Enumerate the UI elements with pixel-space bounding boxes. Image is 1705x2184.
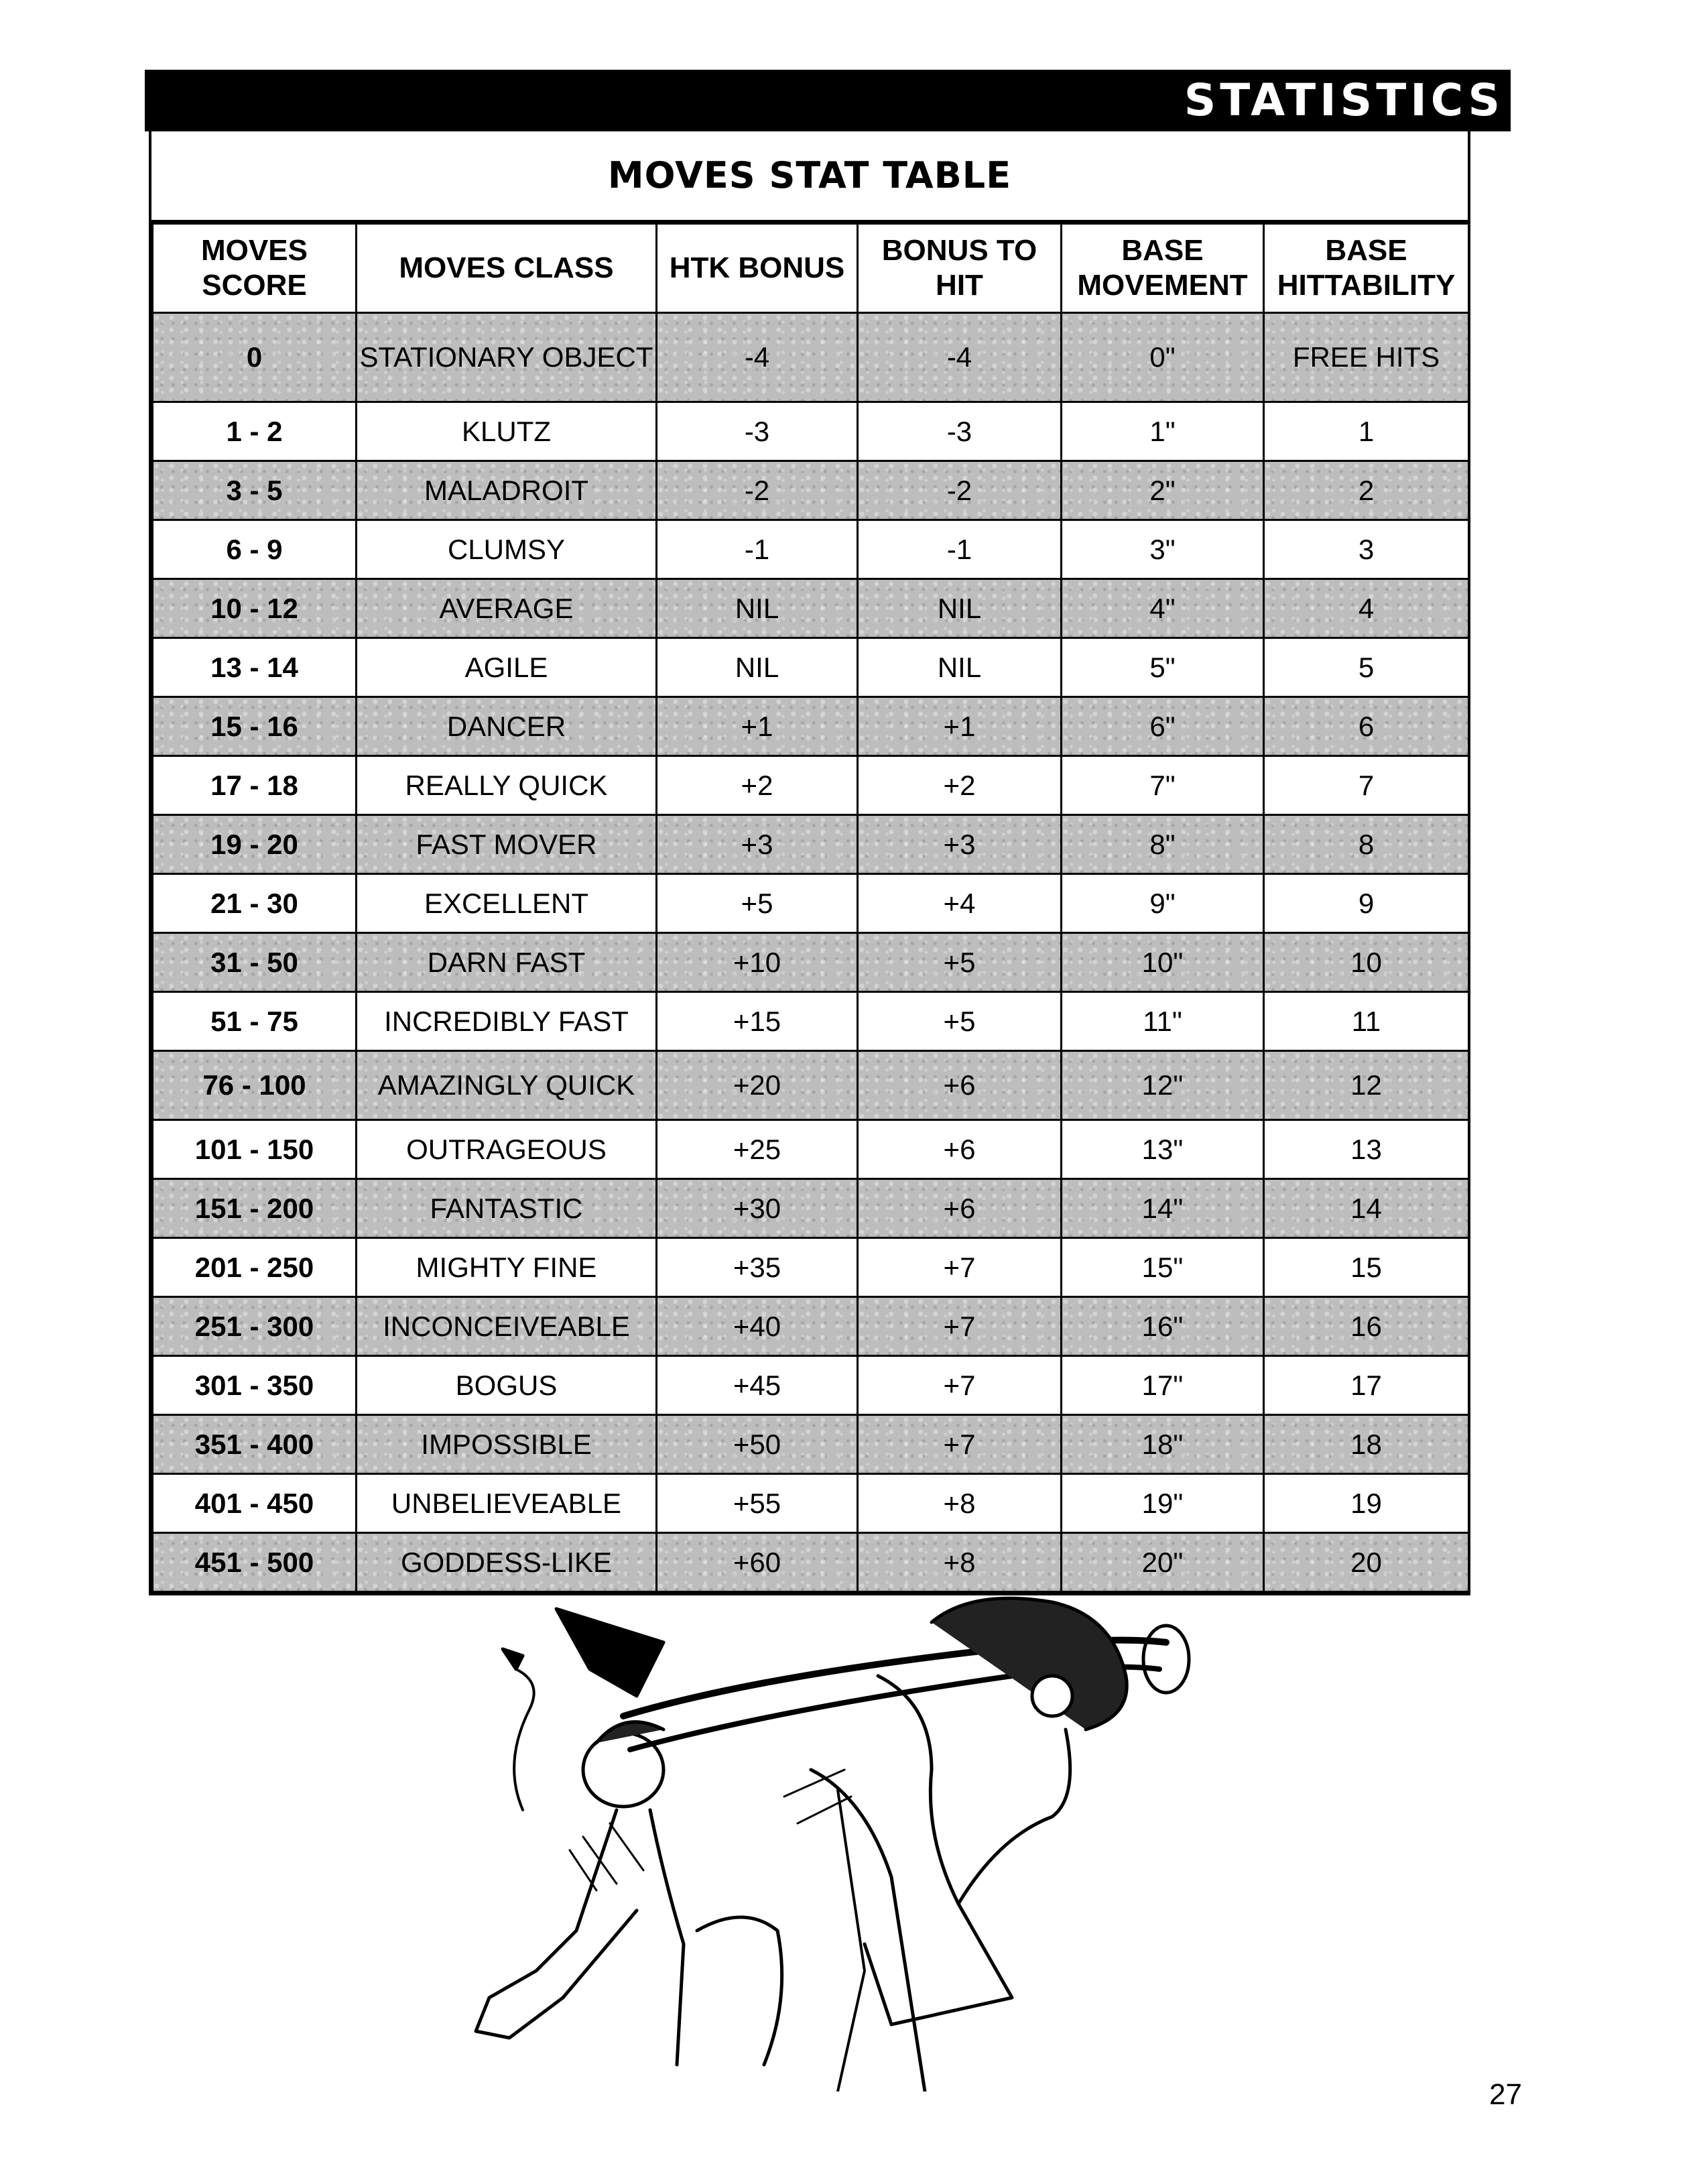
base-hittability-cell: 20 (1264, 1533, 1469, 1592)
moves-score-cell: 1 - 2 (153, 402, 357, 461)
base-hittability-cell: 15 (1264, 1238, 1469, 1297)
moves-class-cell: AMAZINGLY QUICK (357, 1051, 657, 1120)
moves-score-cell: 31 - 50 (153, 933, 357, 992)
base-hittability-cell: 7 (1264, 756, 1469, 815)
table-title: MOVES STAT TABLE (151, 131, 1468, 223)
base-hittability-cell: 16 (1264, 1297, 1469, 1356)
htk-bonus-cell: +30 (657, 1179, 858, 1238)
base-hittability-cell: 8 (1264, 815, 1469, 874)
table-row (153, 992, 1469, 1051)
bonus-to-hit-cell: -3 (858, 402, 1062, 461)
moves-class-cell: DANCER (357, 697, 657, 756)
base-movement-cell: 3" (1062, 520, 1264, 579)
htk-bonus-cell: +25 (657, 1120, 858, 1179)
moves-score-cell: 251 - 300 (153, 1297, 357, 1356)
moves-score-cell: 13 - 14 (153, 638, 357, 697)
htk-bonus-cell: +5 (657, 874, 858, 933)
base-movement-cell: 5" (1062, 638, 1264, 697)
base-hittability-cell: 3 (1264, 520, 1469, 579)
bonus-to-hit-cell: +5 (858, 992, 1062, 1051)
htk-bonus-cell: +3 (657, 815, 858, 874)
section-title: STATISTICS (1184, 74, 1504, 126)
base-movement-cell: 19" (1062, 1474, 1264, 1533)
base-movement-cell: 8" (1062, 815, 1264, 874)
moves-score-cell: 0 (153, 313, 357, 402)
base-hittability-cell: FREE HITS (1264, 313, 1469, 402)
base-hittability-cell: 4 (1264, 579, 1469, 638)
bonus-to-hit-cell: -1 (858, 520, 1062, 579)
base-movement-cell: 7" (1062, 756, 1264, 815)
moves-score-cell: 301 - 350 (153, 1356, 357, 1415)
moves-score-cell: 151 - 200 (153, 1179, 357, 1238)
bonus-to-hit-cell: +4 (858, 874, 1062, 933)
moves-class-cell: IMPOSSIBLE (357, 1415, 657, 1474)
table-row (153, 579, 1469, 638)
bonus-to-hit-cell: -4 (858, 313, 1062, 402)
moves-score-cell: 76 - 100 (153, 1051, 357, 1120)
htk-bonus-cell: +40 (657, 1297, 858, 1356)
bonus-to-hit-cell: +7 (858, 1297, 1062, 1356)
base-movement-cell: 17" (1062, 1356, 1264, 1415)
moves-class-cell: INCREDIBLY FAST (357, 992, 657, 1051)
htk-bonus-cell: +10 (657, 933, 858, 992)
table-row (153, 815, 1469, 874)
base-hittability-cell: 10 (1264, 933, 1469, 992)
bonus-to-hit-cell: +6 (858, 1120, 1062, 1179)
base-hittability-cell: 12 (1264, 1051, 1469, 1120)
moves-score-cell: 15 - 16 (153, 697, 357, 756)
base-movement-cell: 20" (1062, 1533, 1264, 1592)
table-body (153, 313, 1469, 1592)
column-header: MOVES CLASS (357, 224, 657, 313)
moves-score-cell: 21 - 30 (153, 874, 357, 933)
moves-score-cell: 351 - 400 (153, 1415, 357, 1474)
bonus-to-hit-cell: +6 (858, 1179, 1062, 1238)
base-movement-cell: 9" (1062, 874, 1264, 933)
column-header: BASE MOVEMENT (1062, 224, 1264, 313)
htk-bonus-cell: +15 (657, 992, 858, 1051)
htk-bonus-cell: +45 (657, 1356, 858, 1415)
base-movement-cell: 15" (1062, 1238, 1264, 1297)
column-header: BASE HITTABILITY (1264, 224, 1469, 313)
bonus-to-hit-cell: NIL (858, 579, 1062, 638)
table-row (153, 756, 1469, 815)
base-movement-cell: 4" (1062, 579, 1264, 638)
bonus-to-hit-cell: -2 (858, 461, 1062, 520)
column-header: MOVES SCORE (153, 224, 357, 313)
moves-score-cell: 3 - 5 (153, 461, 357, 520)
base-movement-cell: 2" (1062, 461, 1264, 520)
moves-class-cell: OUTRAGEOUS (357, 1120, 657, 1179)
bonus-to-hit-cell: NIL (858, 638, 1062, 697)
moves-class-cell: CLUMSY (357, 520, 657, 579)
moves-class-cell: GODDESS-LIKE (357, 1533, 657, 1592)
moves-score-cell: 6 - 9 (153, 520, 357, 579)
moves-class-cell: AVERAGE (357, 579, 657, 638)
table-row (153, 874, 1469, 933)
htk-bonus-cell: NIL (657, 579, 858, 638)
page-number: 27 (1489, 2078, 1522, 2111)
moves-class-cell: INCONCEIVEABLE (357, 1297, 657, 1356)
base-hittability-cell: 19 (1264, 1474, 1469, 1533)
base-movement-cell: 0" (1062, 313, 1264, 402)
table-row (153, 1297, 1469, 1356)
base-hittability-cell: 5 (1264, 638, 1469, 697)
table-row (153, 520, 1469, 579)
bonus-to-hit-cell: +1 (858, 697, 1062, 756)
base-hittability-cell: 1 (1264, 402, 1469, 461)
moves-class-cell: REALLY QUICK (357, 756, 657, 815)
htk-bonus-cell: -3 (657, 402, 858, 461)
base-hittability-cell: 14 (1264, 1179, 1469, 1238)
bonus-to-hit-cell: +7 (858, 1356, 1062, 1415)
moves-score-cell: 10 - 12 (153, 579, 357, 638)
table-header-row (153, 224, 1469, 313)
section-header-bar (145, 70, 1511, 131)
base-hittability-cell: 11 (1264, 992, 1469, 1051)
bonus-to-hit-cell: +6 (858, 1051, 1062, 1120)
htk-bonus-cell: +60 (657, 1533, 858, 1592)
table-row (153, 1356, 1469, 1415)
base-movement-cell: 12" (1062, 1051, 1264, 1120)
moves-class-cell: AGILE (357, 638, 657, 697)
base-hittability-cell: 17 (1264, 1356, 1469, 1415)
base-movement-cell: 18" (1062, 1415, 1264, 1474)
htk-bonus-cell: NIL (657, 638, 858, 697)
bonus-to-hit-cell: +5 (858, 933, 1062, 992)
base-movement-cell: 11" (1062, 992, 1264, 1051)
moves-score-cell: 451 - 500 (153, 1533, 357, 1592)
table-row (153, 1179, 1469, 1238)
moves-score-cell: 201 - 250 (153, 1238, 357, 1297)
table-row (153, 313, 1469, 402)
htk-bonus-cell: +1 (657, 697, 858, 756)
moves-class-cell: DARN FAST (357, 933, 657, 992)
table-row (153, 1051, 1469, 1120)
bonus-to-hit-cell: +7 (858, 1238, 1062, 1297)
moves-class-cell: STATIONARY OBJECT (357, 313, 657, 402)
htk-bonus-cell: -4 (657, 313, 858, 402)
moves-class-cell: FANTASTIC (357, 1179, 657, 1238)
moves-score-cell: 17 - 18 (153, 756, 357, 815)
moves-class-cell: FAST MOVER (357, 815, 657, 874)
moves-score-cell: 401 - 450 (153, 1474, 357, 1533)
moves-class-cell: UNBELIEVEABLE (357, 1474, 657, 1533)
moves-class-cell: MALADROIT (357, 461, 657, 520)
base-movement-cell: 13" (1062, 1120, 1264, 1179)
base-hittability-cell: 6 (1264, 697, 1469, 756)
htk-bonus-cell: +20 (657, 1051, 858, 1120)
htk-bonus-cell: +2 (657, 756, 858, 815)
moves-score-cell: 19 - 20 (153, 815, 357, 874)
table-row (153, 638, 1469, 697)
table-row (153, 1474, 1469, 1533)
base-movement-cell: 10" (1062, 933, 1264, 992)
table-row (153, 1238, 1469, 1297)
table-row (153, 1415, 1469, 1474)
base-movement-cell: 6" (1062, 697, 1264, 756)
base-movement-cell: 1" (1062, 402, 1264, 461)
bonus-to-hit-cell: +2 (858, 756, 1062, 815)
htk-bonus-cell: +35 (657, 1238, 858, 1297)
moves-class-cell: KLUTZ (357, 402, 657, 461)
base-movement-cell: 16" (1062, 1297, 1264, 1356)
moves-class-cell: MIGHTY FINE (357, 1238, 657, 1297)
bonus-to-hit-cell: +8 (858, 1474, 1062, 1533)
moves-stat-table (149, 131, 1470, 1595)
column-header: BONUS TO HIT (858, 224, 1062, 313)
moves-score-cell: 101 - 150 (153, 1120, 357, 1179)
table-row (153, 697, 1469, 756)
base-hittability-cell: 2 (1264, 461, 1469, 520)
table-row (153, 461, 1469, 520)
bonus-to-hit-cell: +8 (858, 1533, 1062, 1592)
moves-class-cell: EXCELLENT (357, 874, 657, 933)
bonus-to-hit-cell: +7 (858, 1415, 1062, 1474)
table-row (153, 1120, 1469, 1179)
column-header: HTK BONUS (657, 224, 858, 313)
table-row (153, 402, 1469, 461)
base-hittability-cell: 18 (1264, 1415, 1469, 1474)
htk-bonus-cell: +50 (657, 1415, 858, 1474)
htk-bonus-cell: +55 (657, 1474, 858, 1533)
base-hittability-cell: 9 (1264, 874, 1469, 933)
moves-score-cell: 51 - 75 (153, 992, 357, 1051)
table-row (153, 1533, 1469, 1592)
table-row (153, 933, 1469, 992)
fighting-heroines-illustration (462, 1595, 1213, 2091)
htk-bonus-cell: -2 (657, 461, 858, 520)
htk-bonus-cell: -1 (657, 520, 858, 579)
moves-class-cell: BOGUS (357, 1356, 657, 1415)
base-movement-cell: 14" (1062, 1179, 1264, 1238)
bonus-to-hit-cell: +3 (858, 815, 1062, 874)
base-hittability-cell: 13 (1264, 1120, 1469, 1179)
